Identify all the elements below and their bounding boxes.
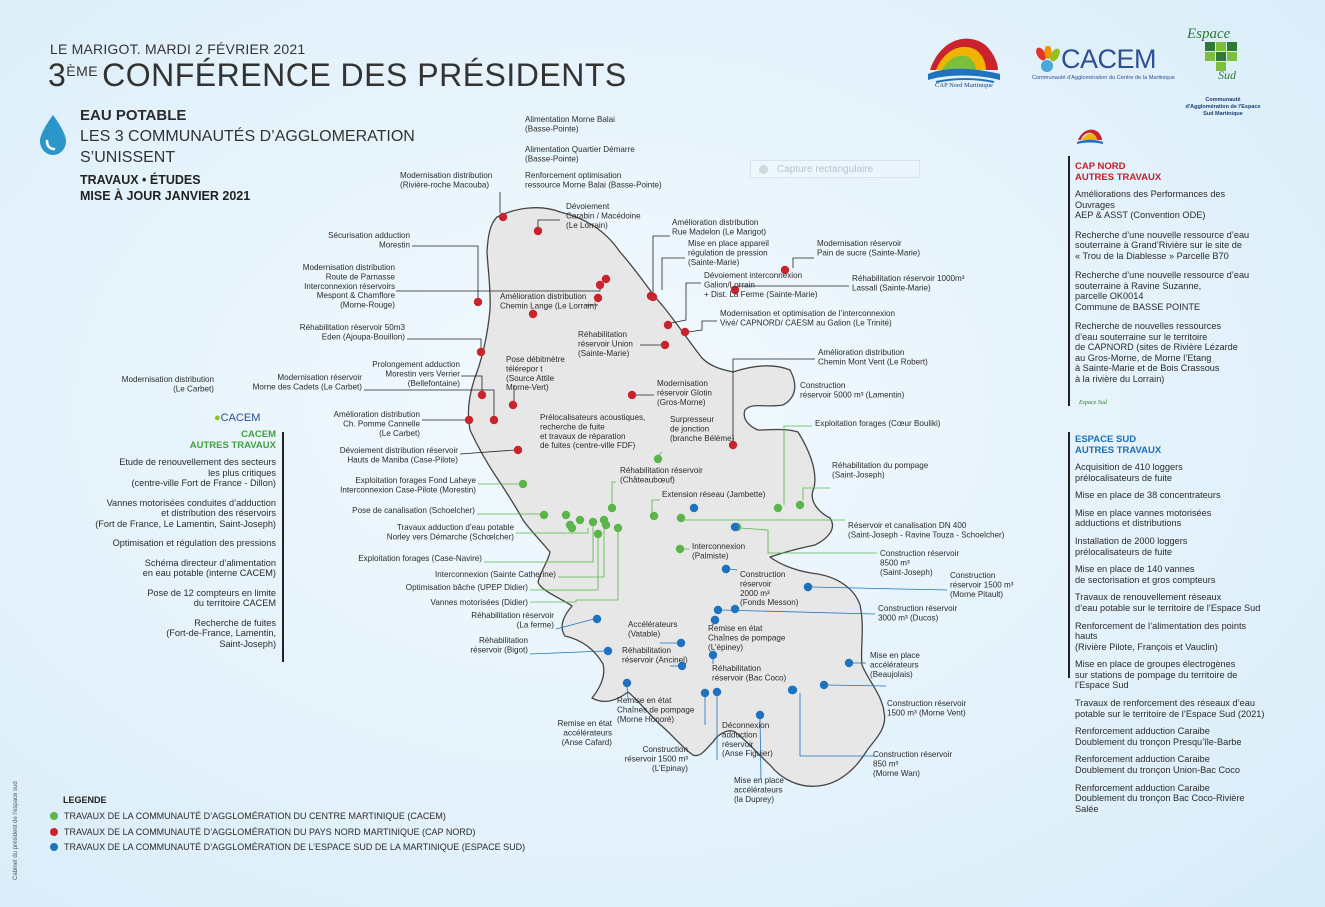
map-annotation: [832, 461, 929, 479]
map-marker-cacem: [654, 455, 662, 463]
map-marker-espace-sud: [690, 504, 698, 512]
cacem-logo-tagline: Communauté d'Agglomération du Centre de la Martinique: [1032, 75, 1175, 81]
espace-sud-panel-item: Mise en place de 38 concentrateurs: [1075, 490, 1221, 501]
map-marker-capnord: [465, 416, 473, 424]
legend-item-label: TRAVAUX DE LA COMMUNAUTÉ D’AGGLOMÉRATION DU PAYS NORD MARTINIQUE (CAP NORD): [64, 826, 476, 837]
map-marker-cacem: [540, 511, 548, 519]
map-annotation: [122, 375, 215, 393]
map-annotation: [358, 554, 482, 563]
espace-sud-panel-item: Travaux de renforcement des réseaux d’eau potable sur le territoire de l’Espace Sud (2021): [1075, 698, 1265, 719]
legend-item-label: TRAVAUX DE LA COMMUNAUTÉ D’AGGLOMÉRATION DU CENTRE MARTINIQUE (CACEM): [64, 811, 446, 821]
espace-sud-panel-item: Renforcement adduction Caraibe Doublement du tronçon Presqu’île-Barbe: [1075, 726, 1242, 747]
map-marker-espace-sud: [722, 565, 730, 573]
map-marker-cacem: [589, 518, 597, 526]
map-annotation-label: Mise en place accélérateurs (la Duprey): [734, 776, 784, 804]
map-annotation: [878, 604, 957, 622]
map-annotation-label: Construction réservoir 8500 m³ (Saint-Joseph): [880, 549, 960, 577]
map-annotation-label: Réhabilitation réservoir Union (Sainte-Marie): [578, 330, 633, 358]
map-leader-line: [662, 258, 685, 290]
espace-sud-panel-item: Mise en place vannes motorisées adductions et distributions: [1075, 507, 1212, 529]
map-annotation-label: Modernisation réservoir Morne des Cadets (Le Carbet): [252, 373, 362, 392]
map-leader-line: [671, 283, 701, 323]
map-annotation-label: Surpresseur de jonction (branche Bélème): [670, 415, 735, 443]
espace-sud-panel-item: Mise en place de groupes électrogènes sur stations de pompage du territoire de l’Espace Sud: [1075, 659, 1238, 691]
cacem-panel-item: Etude de renouvellement des secteurs les plus critiques (centre-ville Fort de France - Dillon): [119, 457, 276, 488]
map-marker-cacem: [677, 514, 685, 522]
map-annotation: [817, 239, 920, 257]
map-marker-capnord: [664, 321, 672, 329]
map-marker-cacem: [594, 530, 602, 538]
map-annotation-label: Pose débitmètre télérepor t (Source Attile Morne-Vert): [506, 355, 565, 393]
map-marker-capnord: [681, 328, 689, 336]
legend-item-cacem: [50, 811, 525, 821]
map-annotation-label: Prolongement adduction Morestin vers Verrier (Bellefontaine): [372, 360, 460, 388]
map-annotation-label: Réhabilitation réservoir 50m3 Eden (Ajoupa-Bouillon): [299, 323, 405, 342]
map-annotation: [471, 611, 554, 629]
map-leader-line: [793, 258, 814, 268]
map-marker-espace-sud: [714, 606, 722, 614]
map-annotation: [470, 636, 528, 654]
map-marker-capnord: [477, 348, 485, 356]
section-subtitle: LES 3 COMMUNAUTÉS D’AGGLOMERATION S’UNISSENT: [80, 128, 415, 166]
map-marker-capnord: [490, 416, 498, 424]
capnord-panel-divider: [1068, 156, 1070, 406]
legend-red-dot-icon: [50, 828, 58, 836]
title-number: 3: [48, 57, 67, 93]
map-annotation-label: Modernisation réservoir Glotin (Gros-Morne): [657, 379, 712, 407]
map-marker-espace-sud: [701, 689, 709, 697]
map-annotation-label: Construction réservoir 1500 m³ (Morne Vent): [887, 699, 967, 718]
map-annotation-label: Amélioration distribution Rue Madelon (Le Marigot): [672, 218, 767, 237]
map-marker-cacem: [608, 504, 616, 512]
map-annotation: [525, 145, 635, 163]
espace-sud-panel: [1075, 435, 1270, 821]
map-annotation: [352, 506, 475, 515]
map-annotation: [873, 750, 952, 778]
cacem-logo-icon: [1032, 46, 1062, 76]
map-marker-capnord: [509, 401, 517, 409]
map-annotation-label: Travaux adduction d’eau potable Norley vers Démarche (Schœlcher): [386, 523, 514, 542]
espace-sud-panel-title: ESPACE SUD: [1075, 434, 1137, 445]
map-annotation-label: Alimentation Quartier Démarre (Basse-Pointe): [525, 145, 635, 164]
cacem-panel: [60, 430, 276, 658]
map-annotation-label: Prélocalisateurs acoustiques, recherche de fuite et travaux de réparation de fuites (centre-ville FDF): [540, 413, 646, 451]
map-annotation: [406, 583, 529, 592]
map-marker-espace-sud: [731, 523, 739, 531]
espace-sud-panel-logo: Espace Sud: [1079, 400, 1107, 406]
cacem-logo-word: CACEM: [1061, 44, 1157, 74]
map-annotation: [400, 171, 492, 189]
map-annotation-label: Construction réservoir 1500 m³ (L’Epinay): [624, 745, 688, 773]
espace-sud-logo-word: Espace: [1187, 26, 1231, 42]
map-annotation-label: Accélérateurs (Vatable): [628, 620, 678, 639]
map-annotation-label: Mise en place accélérateurs (Beaujolais): [870, 651, 920, 679]
map-marker-capnord: [602, 275, 610, 283]
legend-blue-dot-icon: [50, 843, 58, 851]
cacem-panel-logo: ●CACEM: [214, 412, 261, 424]
map-annotation: [880, 549, 959, 577]
map-annotation-label: Réhabilitation réservoir (Bigot): [470, 636, 528, 655]
legend-title: LEGENDE: [63, 795, 107, 805]
map-annotation-label: Mise en place appareil régulation de pression (Sainte-Marie): [688, 239, 769, 267]
map-annotation: [303, 263, 396, 310]
works-studies-label: TRAVAUX • ÉTUDES: [80, 173, 201, 187]
map-legend: [50, 795, 525, 858]
map-annotation-label: Vannes motorisées (Didier): [430, 598, 528, 607]
capnord-panel-subtitle: AUTRES TRAVAUX: [1075, 171, 1162, 183]
map-annotation: [372, 360, 460, 388]
map-annotation: [340, 476, 476, 494]
section-title: EAU POTABLE: [80, 107, 187, 124]
map-marker-cacem: [562, 511, 570, 519]
update-date-label: MISE À JOUR JANVIER 2021: [80, 189, 251, 203]
map-annotation-label: Remise en état Chaînes de pompage (L’épiney): [708, 624, 786, 652]
map-annotation: [657, 379, 712, 407]
map-marker-capnord: [596, 281, 604, 289]
espace-sud-panel-item: Renforcement adduction Caraibe Doublement du tronçon Bac Coco-Rivière Salée: [1075, 782, 1245, 814]
map-marker-espace-sud: [623, 679, 631, 687]
capnord-panel-item: Recherche d’une nouvelle ressource d’eau souterraine à Ravine Suzanne, parcelle OK0014 Commune de BASSE POINTE: [1075, 270, 1250, 312]
map-annotation-label: Dévoiement distribution réservoir Hauts de Maniba (Case-Pilote): [339, 446, 458, 465]
legend-item-espace-sud: [50, 842, 525, 852]
espace-sud-panel-item: Acquisition de 410 loggers prélocalisateurs de fuite: [1075, 462, 1183, 483]
map-annotation-label: Construction réservoir 1500 m³ (Morne Pitault): [950, 571, 1014, 599]
map-annotation-label: Remise en état accélérateurs (Anse Cafard): [557, 719, 612, 747]
capnord-panel-logo-icon: [1076, 126, 1104, 148]
map-annotation: [334, 410, 421, 438]
map-annotation: [525, 115, 615, 133]
espace-sud-panel-item: Installation de 2000 loggers prélocalisateurs de fuite: [1075, 536, 1188, 557]
title-ordinal-suffix: ÈME: [66, 63, 99, 79]
map-annotation-label: Interconnexion (Sainte Catherine): [434, 570, 556, 579]
map-marker-espace-sud: [604, 647, 612, 655]
map-annotation-label: Construction réservoir 5000 m³ (Lamentin): [800, 381, 905, 400]
map-annotation-label: Renforcement optimisation ressource Morne Balai (Basse-Pointe): [525, 171, 662, 190]
espace-sud-logo-sub: Sud: [1218, 68, 1236, 82]
water-drop-icon: [38, 114, 68, 156]
map-marker-espace-sud: [820, 681, 828, 689]
cacem-panel-title: CACEM: [241, 429, 276, 440]
map-marker-espace-sud: [677, 639, 685, 647]
map-marker-capnord: [647, 292, 655, 300]
map-annotation: [566, 202, 641, 230]
map-annotation: [852, 274, 965, 292]
espace-sud-panel-item: Travaux de renouvellement réseaux d’eau potable sur le territoire de l’Espace Sud: [1075, 592, 1261, 613]
map-annotation-label: Modernisation et optimisation de l’interconnexion Vivé/ CAPNORD/ CAESM au Galion (Le Trinité): [720, 309, 896, 328]
cacem-panel-item: Recherche de fuites (Fort-de-France, Lamentin, Saint-Joseph): [166, 617, 276, 649]
map-marker-capnord: [499, 213, 507, 221]
map-marker-espace-sud: [756, 711, 764, 719]
title-text: CONFÉRENCE DES PRÉSIDENTS: [102, 57, 627, 93]
map-annotation-label: Réhabilitation réservoir (La ferme): [471, 611, 554, 630]
map-annotation: [800, 381, 905, 399]
map-annotation: [253, 373, 363, 391]
map-annotation-label: Réhabilitation du pompage (Saint-Joseph): [832, 461, 929, 480]
map-annotation: [720, 309, 895, 327]
map-annotation-label: Réhabilitation réservoir 1000m³ Lassall (Sainte-Marie): [852, 274, 965, 293]
map-annotation-label: Modernisation distribution Route de Parnasse Interconnexion réservoirs Mespont & Chamflore (Morne-Rouge): [302, 263, 395, 310]
map-annotation: [387, 523, 515, 541]
map-annotation-label: Réhabilitation réservoir (Ancinel): [622, 646, 688, 665]
map-annotation: [300, 323, 406, 341]
map-annotation-label: Pose de canalisation (Schoelcher): [352, 506, 475, 515]
espace-sud-panel-item: Mise en place de 140 vannes de sectorisation et gros compteurs: [1075, 564, 1216, 585]
map-annotation-label: Remise en état Chaînes de pompage (Morne Honoré): [617, 696, 695, 724]
cacem-panel-item: Vannes motorisées conduites d’adduction et distribution des réservoirs (Fort de France, Le Lamentin, Saint-Joseph): [95, 497, 276, 529]
map-annotation: [662, 490, 766, 499]
map-marker-capnord: [474, 298, 482, 306]
map-marker-capnord: [478, 391, 486, 399]
capnord-panel-title: CAP NORD: [1075, 161, 1126, 172]
cacem-panel-subtitle: AUTRES TRAVAUX: [189, 439, 276, 451]
map-marker-cacem: [576, 516, 584, 524]
map-annotation: [500, 292, 597, 310]
map-annotation-label: Construction réservoir 3000 m³ (Ducos): [878, 604, 958, 623]
map-marker-capnord: [628, 391, 636, 399]
credit-line: Cabinet du président de l’espace sud: [13, 781, 19, 880]
map-annotation: [815, 419, 941, 428]
map-annotation-label: Amélioration distribution Ch. Pomme Cannelle (Le Carbet): [333, 410, 420, 438]
cacem-panel-divider: [282, 432, 284, 662]
map-annotation: [672, 218, 766, 236]
map-marker-cacem: [796, 501, 804, 509]
espace-sud-logo-tagline: Communauté d'Agglomération de l'Espace Sud Martinique: [1185, 97, 1261, 117]
map-annotation-label: Réhabilitation réservoir (Bac Coco): [712, 664, 787, 683]
map-annotation: [435, 570, 556, 579]
map-annotation-label: Alimentation Morne Balai (Basse-Pointe): [525, 115, 615, 134]
capnord-panel-item: Recherche de nouvelles ressources d’eau souterraine sur le territoire de CAPNORD (sites de Rivière Lézarde au Gros-Morne, de Morne l’Etang à Sainte-Marie et de Bois Crassous à la rivière du Lorrain): [1075, 321, 1238, 384]
map-annotation-label: Sécurisation adduction Morestin: [328, 231, 410, 250]
map-annotation: [578, 330, 633, 358]
map-annotation-label: Réservoir et canalisation DN 400 (Saint-Joseph - Ravine Touza - Schoelcher): [848, 521, 1005, 540]
map-annotation-label: Déconnexion adduction réservoir (Anse Figuier): [722, 721, 773, 759]
map-annotation: [848, 521, 1005, 539]
map-marker-espace-sud: [731, 605, 739, 613]
map-annotation: [870, 651, 920, 679]
meeting-date: LE MARIGOT. MARDI 2 FÉVRIER 2021: [50, 41, 306, 57]
map-marker-capnord: [534, 227, 542, 235]
capnord-panel-item: Recherche d’une nouvelle ressource d’eau souterraine à Grand’Rivière sur le site de « Trou de la Diablesse » Parcelle B70: [1075, 229, 1250, 261]
map-annotation: [525, 171, 662, 189]
legend-green-dot-icon: [50, 812, 58, 820]
map-marker-capnord: [529, 310, 537, 318]
map-marker-cacem: [614, 524, 622, 532]
map-annotation: [625, 745, 689, 773]
map-annotation-label: Réhabilitation réservoir (Châteaubœuf): [620, 466, 703, 485]
map-marker-cacem: [650, 512, 658, 520]
map-leader-line: [688, 321, 717, 332]
cacem-panel-item: Pose de 12 compteurs en limite du territoire CACEM: [147, 587, 276, 608]
map-annotation: [734, 776, 784, 804]
map-marker-espace-sud: [713, 688, 721, 696]
cacem-panel-item: Schéma directeur d’alimentation en eau potable (interne CACEM): [142, 557, 276, 578]
map-annotation: [328, 231, 410, 249]
map-annotation-label: Exploitation forages (Case-Navire): [358, 554, 482, 563]
map-annotation-label: Construction réservoir 2000 m³ (Fonds Messon): [740, 570, 799, 608]
legend-item-label: TRAVAUX DE LA COMMUNAUTÉ D’AGGLOMÉRATION DE L’ESPACE SUD DE LA MARTINIQUE (ESPACE SUD): [64, 842, 526, 852]
map-annotation-label: Dévoiement interconnexion Galion/Lorrain + Dist. La Ferme (Sainte-Marie): [704, 271, 818, 299]
map-leader-line: [407, 339, 481, 349]
map-annotation-label: Exploitation forages (Cœur Bouliki): [815, 419, 941, 428]
map-marker-capnord: [514, 446, 522, 454]
map-annotation-label: Amélioration distribution Chemin Mont Vent (Le Robert): [818, 348, 928, 367]
map-annotation: [887, 699, 966, 717]
cacem-panel-item: Optimisation et régulation des pressions: [112, 538, 276, 548]
map-annotation-label: Extension réseau (Jambette): [662, 490, 766, 499]
map-marker-cacem: [519, 480, 527, 488]
map-marker-espace-sud: [845, 659, 853, 667]
map-marker-cacem: [676, 545, 684, 553]
espace-sud-panel-item: Renforcement adduction Caraibe Doublement du tronçon Union-Bac Coco: [1075, 754, 1240, 775]
capture-tooltip-ghost: Capture rectangulaire: [750, 160, 920, 178]
map-annotation: [950, 571, 1014, 599]
map-marker-espace-sud: [804, 583, 812, 591]
map-leader-line: [653, 236, 670, 294]
map-marker-cacem: [566, 521, 574, 529]
espace-sud-panel-subtitle: AUTRES TRAVAUX: [1075, 444, 1162, 456]
map-annotation-label: Optimisation bâche (UPEP Didier): [405, 583, 528, 592]
map-marker-cacem: [602, 521, 610, 529]
map-annotation-label: Construction réservoir 850 m³ (Morne Wan): [873, 750, 953, 778]
map-marker-cacem: [774, 504, 782, 512]
page-title: [48, 57, 627, 94]
capnord-panel-item: Améliorations des Performances des Ouvrages AEP & ASST (Convention ODE): [1075, 189, 1226, 220]
map-annotation-label: Modernisation distribution (Le Carbet): [121, 375, 214, 394]
espace-sud-panel-divider: [1068, 432, 1070, 678]
map-annotation-label: Modernisation distribution (Rivière-roche Macouba): [400, 171, 493, 190]
map-annotation: [688, 239, 769, 267]
map-annotation: [818, 348, 928, 366]
map-annotation-label: Interconnexion (Palmiste): [692, 542, 746, 561]
map-annotation: [704, 271, 818, 299]
map-annotation: [558, 719, 613, 747]
map-annotation: [340, 446, 459, 464]
legend-item-capnord: [50, 827, 525, 837]
capnord-logo-label: CAP Nord Martinique: [935, 82, 993, 89]
map-marker-espace-sud: [709, 651, 717, 659]
capnord-panel: [1075, 162, 1265, 393]
map-annotation-label: Amélioration distribution Chemin Lange (Le Lorrain): [500, 292, 597, 311]
espace-sud-panel-item: Renforcement de l’alimentation des points hauts (Rivière Pilote, François et Vauclin): [1075, 620, 1247, 652]
map-annotation: [431, 598, 529, 607]
map-marker-espace-sud: [593, 615, 601, 623]
map-marker-capnord: [661, 341, 669, 349]
map-annotation-label: Modernisation réservoir Pain de sucre (Sainte-Marie): [817, 239, 921, 258]
map-annotation-label: Dévoiement Carabin / Macédoine (Le Lorrain): [566, 202, 641, 230]
map-annotation-label: Exploitation forages Fond Laheye Interconnexion Case-Pilote (Morestin): [340, 476, 476, 495]
map-marker-espace-sud: [789, 686, 797, 694]
map-marker-espace-sud: [711, 616, 719, 624]
